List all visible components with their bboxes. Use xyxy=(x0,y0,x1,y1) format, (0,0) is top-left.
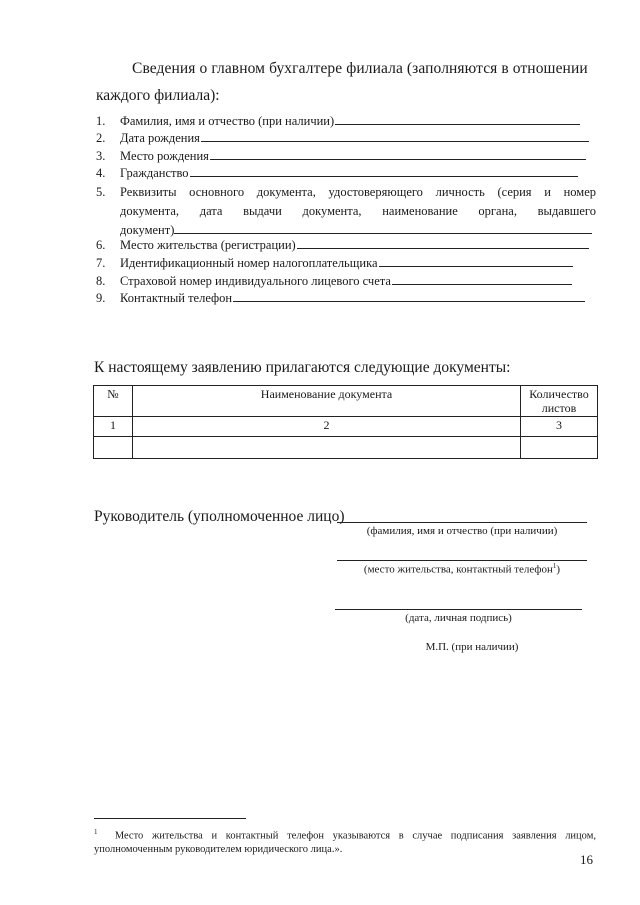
field-label: Идентификационный номер налогоплательщика xyxy=(120,256,378,270)
input-line[interactable] xyxy=(190,165,578,177)
input-line[interactable] xyxy=(233,290,585,302)
field-birth-place xyxy=(96,148,586,164)
field-number: 5. xyxy=(96,185,106,199)
numbering-cell: 3 xyxy=(521,417,598,437)
field-number: 2. xyxy=(96,131,106,145)
input-line[interactable] xyxy=(335,113,580,125)
numbering-cell: 1 xyxy=(94,417,133,437)
field-number: 6. xyxy=(96,238,106,252)
table-cell[interactable] xyxy=(94,437,133,459)
header-document-name: Наименование документа xyxy=(133,386,521,417)
page-number: 16 xyxy=(580,852,593,867)
stamp-place: М.П. (при наличии) xyxy=(425,641,519,653)
input-line[interactable] xyxy=(379,255,573,267)
signatory-label: Руководитель (уполномоченное лицо) xyxy=(94,508,345,525)
field-label: Место жительства (регистрации) xyxy=(120,238,296,252)
input-line[interactable] xyxy=(210,148,586,160)
input-line[interactable] xyxy=(392,273,572,285)
field-full-name xyxy=(96,113,580,129)
input-line[interactable] xyxy=(297,237,589,249)
field-number: 8. xyxy=(96,274,106,288)
field-label: Фамилия, имя и отчество (при наличии) xyxy=(120,114,335,128)
section-heading-cont: каждого филиала): xyxy=(96,87,220,104)
date-signature-line[interactable] xyxy=(335,597,582,610)
field-label: Дата рождения xyxy=(120,131,200,145)
field-label: Контактный телефон xyxy=(120,291,233,305)
field-label: Гражданство xyxy=(120,166,189,180)
field-number: 4. xyxy=(96,166,106,180)
field-phone xyxy=(96,290,585,306)
footnote xyxy=(94,826,596,856)
table-cell[interactable] xyxy=(133,437,521,459)
field-label-cont: документ) xyxy=(120,223,175,237)
documents-title: К настоящему заявлению прилагаются следующие документы: xyxy=(94,359,511,376)
numbering-cell: 2 xyxy=(133,417,521,437)
field-number: 9. xyxy=(96,291,106,305)
caption-name: (фамилия, имя и отчество (при наличии) xyxy=(366,525,558,537)
caption-address: (место жительства, контактный телефон$^1$) xyxy=(363,562,561,576)
field-number: 1. xyxy=(96,114,106,128)
field-number: 3. xyxy=(96,149,106,163)
footnote-marker: 1 xyxy=(94,828,98,836)
footnote-text-cont: уполномоченным руководителем юридического лица.». xyxy=(94,843,343,855)
footnote-text: Место жительства и контактный телефон указываются в случае подписания заявления лицом, xyxy=(114,830,596,842)
address-phone-line[interactable] xyxy=(337,548,587,561)
field-label-cont: документа, дата выдачи документа, наименование органа, выдавшего xyxy=(120,204,596,218)
field-inn xyxy=(96,255,573,271)
caption-date: (дата, личная подпись) xyxy=(405,612,512,624)
input-line[interactable] xyxy=(174,222,592,234)
header-number: № xyxy=(94,386,133,417)
documents-table xyxy=(93,385,598,459)
header-sheet-count: Количество листов xyxy=(521,386,598,417)
table-row xyxy=(94,437,598,459)
section-heading: Сведения о главном бухгалтере филиала (заполняются в отношении xyxy=(132,60,588,77)
input-line[interactable] xyxy=(201,130,589,142)
field-label: Место рождения xyxy=(120,149,209,163)
footnote-divider xyxy=(94,818,246,819)
table-cell[interactable] xyxy=(521,437,598,459)
field-number: 7. xyxy=(96,256,106,270)
field-citizenship xyxy=(96,165,578,181)
field-label: Реквизиты основного документа, удостоверяющего личность (серия и номер xyxy=(120,185,596,199)
field-birth-date xyxy=(96,130,589,146)
table-header-row xyxy=(94,386,598,417)
field-residence xyxy=(96,237,589,253)
field-label: Страховой номер индивидуального лицевого счета xyxy=(120,274,391,288)
table-numbering-row xyxy=(94,417,598,437)
field-snils xyxy=(96,273,572,289)
signatory-name-line[interactable] xyxy=(337,508,587,523)
